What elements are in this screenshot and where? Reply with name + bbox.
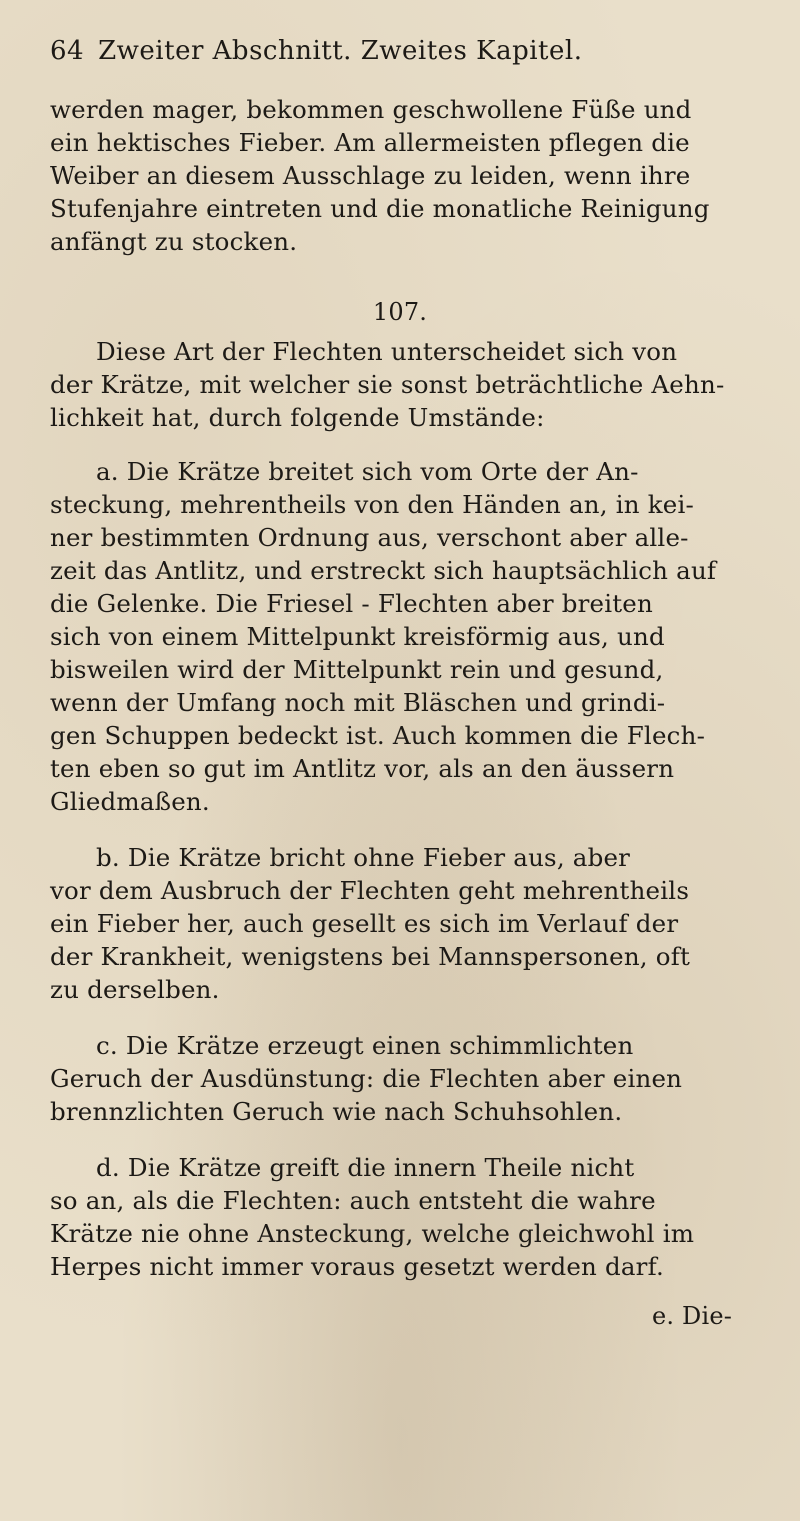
- item-a-line: steckung, mehrentheils von den Händen an, in kei-: [50, 490, 694, 519]
- item-d-line: Krätze nie ohne Ansteckung, welche gleichwohl im: [50, 1219, 695, 1248]
- item-a-line: gen Schuppen bedeckt ist. Auch kommen die Flech-: [50, 721, 706, 750]
- item-a-line: wenn der Umfang noch mit Bläschen und grindi-: [50, 688, 666, 717]
- item-a-line: ner bestimmten Ordnung aus, verschont aber alle-: [50, 523, 689, 552]
- page-number: 64: [50, 36, 85, 66]
- item-c-line: c. Die Krätze erzeugt einen schimmlichten: [96, 1031, 634, 1060]
- item-a-line: Gliedmaßen.: [50, 787, 210, 816]
- item-a-line: sich von einem Mittelpunkt kreisförmig aus, und: [50, 622, 665, 651]
- item-a-line: a. Die Krätze breitet sich vom Orte der An-: [96, 457, 639, 486]
- item-a-line: ten eben so gut im Antlitz vor, als an den äussern: [50, 754, 675, 783]
- item-b-line: vor dem Ausbruch der Flechten geht mehrentheils: [50, 876, 690, 905]
- item-b-line: b. Die Krätze bricht ohne Fieber aus, aber: [96, 843, 631, 872]
- catchword: e. Die-: [652, 1302, 733, 1330]
- text-line: lichkeit hat, durch folgende Umstände:: [50, 403, 545, 432]
- text-line: Weiber an diesem Ausschlage zu leiden, wenn ihre: [50, 161, 691, 190]
- item-a-line: die Gelenke. Die Friesel - Flechten aber breiten: [50, 589, 653, 618]
- item-b-line: der Krankheit, wenigstens bei Mannspersonen, oft: [50, 942, 691, 971]
- running-title: Zweiter Abschnitt. Zweites Kapitel.: [98, 36, 583, 66]
- item-a-line: zeit das Antlitz, und erstreckt sich hauptsächlich auf: [50, 556, 717, 585]
- section-number: 107.: [372, 298, 428, 326]
- running-header: [50, 36, 740, 66]
- item-c-line: Geruch der Ausdünstung: die Flechten aber einen: [50, 1064, 683, 1093]
- text-line: Stufenjahre eintreten und die monatliche Reinigung: [50, 194, 710, 223]
- item-d-line: Herpes nicht immer voraus gesetzt werden darf.: [50, 1252, 664, 1281]
- text-line: Diese Art der Flechten unterscheidet sich von: [96, 337, 678, 366]
- text-line: ein hektisches Fieber. Am allermeisten pflegen die: [50, 128, 690, 157]
- item-d-line: so an, als die Flechten: auch entsteht die wahre: [50, 1186, 656, 1215]
- item-c-line: brennzlichten Geruch wie nach Schuhsohlen.: [50, 1097, 623, 1126]
- item-a-line: bisweilen wird der Mittelpunkt rein und gesund,: [50, 655, 664, 684]
- text-line: werden mager, bekommen geschwollene Füße und: [50, 95, 692, 124]
- item-b-line: zu derselben.: [50, 975, 220, 1004]
- item-b-line: ein Fieber her, auch gesellt es sich im Verlauf der: [50, 909, 679, 938]
- item-d-line: d. Die Krätze greift die innern Theile nicht: [96, 1153, 635, 1182]
- text-line: der Krätze, mit welcher sie sonst beträchtliche Aehn-: [50, 370, 725, 399]
- text-line: anfängt zu stocken.: [50, 227, 298, 256]
